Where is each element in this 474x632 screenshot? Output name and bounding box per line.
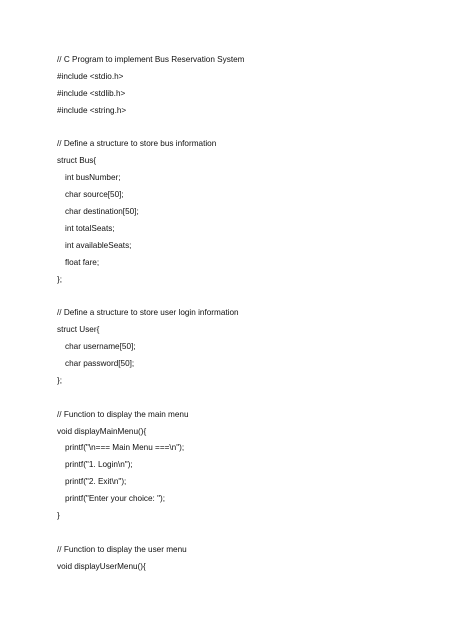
blank-line bbox=[57, 390, 454, 407]
struct-close-line: }; bbox=[57, 375, 63, 385]
include-line: #include <stdlib.h> bbox=[57, 88, 126, 98]
include-line: #include <string.h> bbox=[57, 105, 127, 115]
struct-field-line: int totalSeats; bbox=[65, 223, 115, 233]
statement-line: printf("Enter your choice: "); bbox=[65, 494, 166, 504]
blank-line bbox=[57, 288, 454, 305]
comment-line: // Function to display the user menu bbox=[57, 544, 187, 554]
blank-line bbox=[57, 525, 454, 542]
struct-field-line: char source[50]; bbox=[65, 190, 124, 200]
code-listing bbox=[57, 52, 454, 576]
struct-field-line: char username[50]; bbox=[65, 342, 136, 352]
struct-field-line: char password[50]; bbox=[65, 359, 135, 369]
struct-close-line: }; bbox=[57, 274, 63, 284]
statement-line: printf("1. Login\n"); bbox=[65, 460, 133, 470]
struct-field-line: char destination[50]; bbox=[65, 207, 139, 217]
function-close-line: } bbox=[57, 511, 60, 521]
struct-field-line: float fare; bbox=[65, 257, 100, 267]
function-declaration-line: void displayUserMenu(){ bbox=[57, 561, 146, 571]
comment-line: // Define a structure to store user login information bbox=[57, 308, 239, 318]
comment-line: // C Program to implement Bus Reservation System bbox=[57, 55, 245, 64]
comment-line: // Function to display the main menu bbox=[57, 409, 189, 419]
include-line: #include <stdio.h> bbox=[57, 71, 124, 81]
struct-declaration-line: struct Bus{ bbox=[57, 156, 97, 166]
struct-field-line: int availableSeats; bbox=[65, 240, 132, 250]
function-declaration-line: void displayMainMenu(){ bbox=[57, 426, 147, 436]
statement-line: printf("2. Exit\n"); bbox=[65, 477, 127, 487]
comment-line: // Define a structure to store bus information bbox=[57, 139, 217, 149]
statement-line: printf("\n=== Main Menu ===\n"); bbox=[65, 443, 185, 453]
struct-field-line: int busNumber; bbox=[65, 173, 121, 183]
struct-declaration-line: struct User{ bbox=[57, 325, 100, 335]
blank-line bbox=[57, 120, 454, 137]
